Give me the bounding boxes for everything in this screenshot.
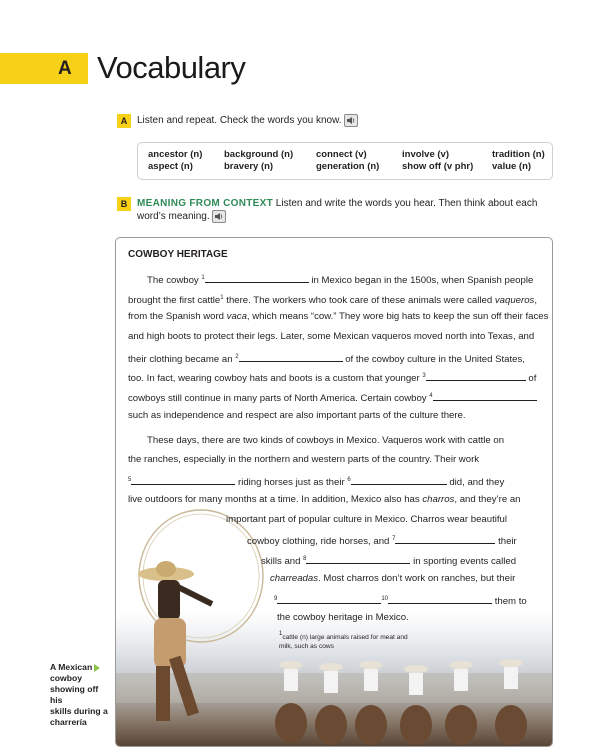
blank-7[interactable] — [395, 534, 495, 544]
text-line: brought the first cattle$^1$ there. The workers who took care of these animals were called vaqueros, — [128, 295, 537, 306]
blank-3[interactable] — [426, 371, 526, 381]
word-box — [137, 142, 553, 180]
section-a-instruction: Listen and repeat. Check the words you know. — [137, 114, 358, 127]
arrow-right-icon — [94, 664, 100, 672]
text-line: charreadas. Most charros don’t work on ranches, but their — [270, 573, 516, 584]
text-line: $^9$ $^{10}$ them to — [274, 596, 527, 607]
text-line: skills and $^8$ in sporting events called — [261, 556, 517, 567]
word-item[interactable]: bravery (n) — [224, 161, 274, 172]
text-line: the cowboy heritage in Mexico. — [277, 612, 409, 623]
blank-1[interactable] — [205, 273, 309, 283]
footnote: $^1$cattle (n) large animals raised for meat and milk, such as cows — [279, 631, 408, 650]
blank-5[interactable] — [131, 475, 235, 485]
unit-tab — [0, 53, 88, 84]
text-line: $^5$ riding horses just as their $^6$ did, and they — [128, 477, 505, 488]
word-item[interactable]: involve (v) — [402, 149, 449, 160]
page-title: Vocabulary — [97, 50, 246, 85]
unit-letter: A — [58, 58, 72, 79]
text-line: their clothing became an $^2$ of the cowboy culture in the United States, — [128, 354, 525, 365]
word-item[interactable]: connect (v) — [316, 149, 367, 160]
word-item[interactable]: generation (n) — [316, 161, 380, 172]
section-a-badge: A — [117, 114, 131, 128]
speaker-icon[interactable] — [344, 114, 358, 127]
text-line: from the Spanish word vaca, which means “cow.” They wore big hats to keep the sun off their faces — [128, 311, 549, 322]
text-line: cowboy clothing, ride horses, and $^7$ their — [247, 536, 517, 547]
section-b-badge: B — [117, 197, 131, 211]
reading-box — [115, 237, 553, 747]
blank-8[interactable] — [306, 554, 410, 564]
blank-9[interactable] — [277, 594, 381, 604]
text-line: and high boots to protect their legs. Later, some Mexican vaqueros moved north into Texas, and — [128, 331, 535, 342]
text-line: such as independence and respect are also important parts of the culture there. — [128, 410, 466, 421]
reading-title: COWBOY HERITAGE — [128, 249, 228, 260]
text-line: cowboys still continue in many parts of North America. Certain cowboy $^4$ — [128, 390, 537, 405]
blank-2[interactable] — [239, 352, 343, 362]
blank-4[interactable] — [433, 391, 537, 401]
word-item[interactable]: tradition (n) — [492, 149, 545, 160]
word-item[interactable]: show off (v phr) — [402, 161, 474, 172]
text-line: These days, there are two kinds of cowboys in Mexico. Vaqueros work with cattle on — [147, 435, 505, 446]
word-item[interactable]: ancestor (n) — [148, 149, 203, 160]
word-item[interactable]: value (n) — [492, 161, 532, 172]
blank-10[interactable] — [388, 594, 492, 604]
section-b-instruction: MEANING FROM CONTEXT Listen and write the words you hear. Then think about each word’s meaning. — [137, 198, 538, 223]
section-b-heading: MEANING FROM CONTEXT — [137, 198, 273, 209]
blank-6[interactable] — [351, 475, 447, 485]
photo-caption: A Mexican cowboy showing off his skills during a charrería — [50, 662, 108, 727]
text-line: the ranches, especially in the northern and western parts of the country. Their work — [128, 454, 480, 465]
text-line: important part of popular culture in Mexico. Charros wear beautiful — [226, 514, 508, 525]
text-line: too. In fact, wearing cowboy hats and boots is a custom that younger $^3$ of — [128, 373, 537, 384]
speaker-icon[interactable] — [212, 210, 226, 223]
word-item[interactable]: background (n) — [224, 149, 294, 160]
word-item[interactable]: aspect (n) — [148, 161, 193, 172]
text-line: The cowboy $^1$ in Mexico began in the 1500s, when Spanish people — [147, 275, 534, 286]
text-line: live outdoors for many months at a time. In addition, Mexico also has charros, and they’re an — [128, 494, 521, 505]
